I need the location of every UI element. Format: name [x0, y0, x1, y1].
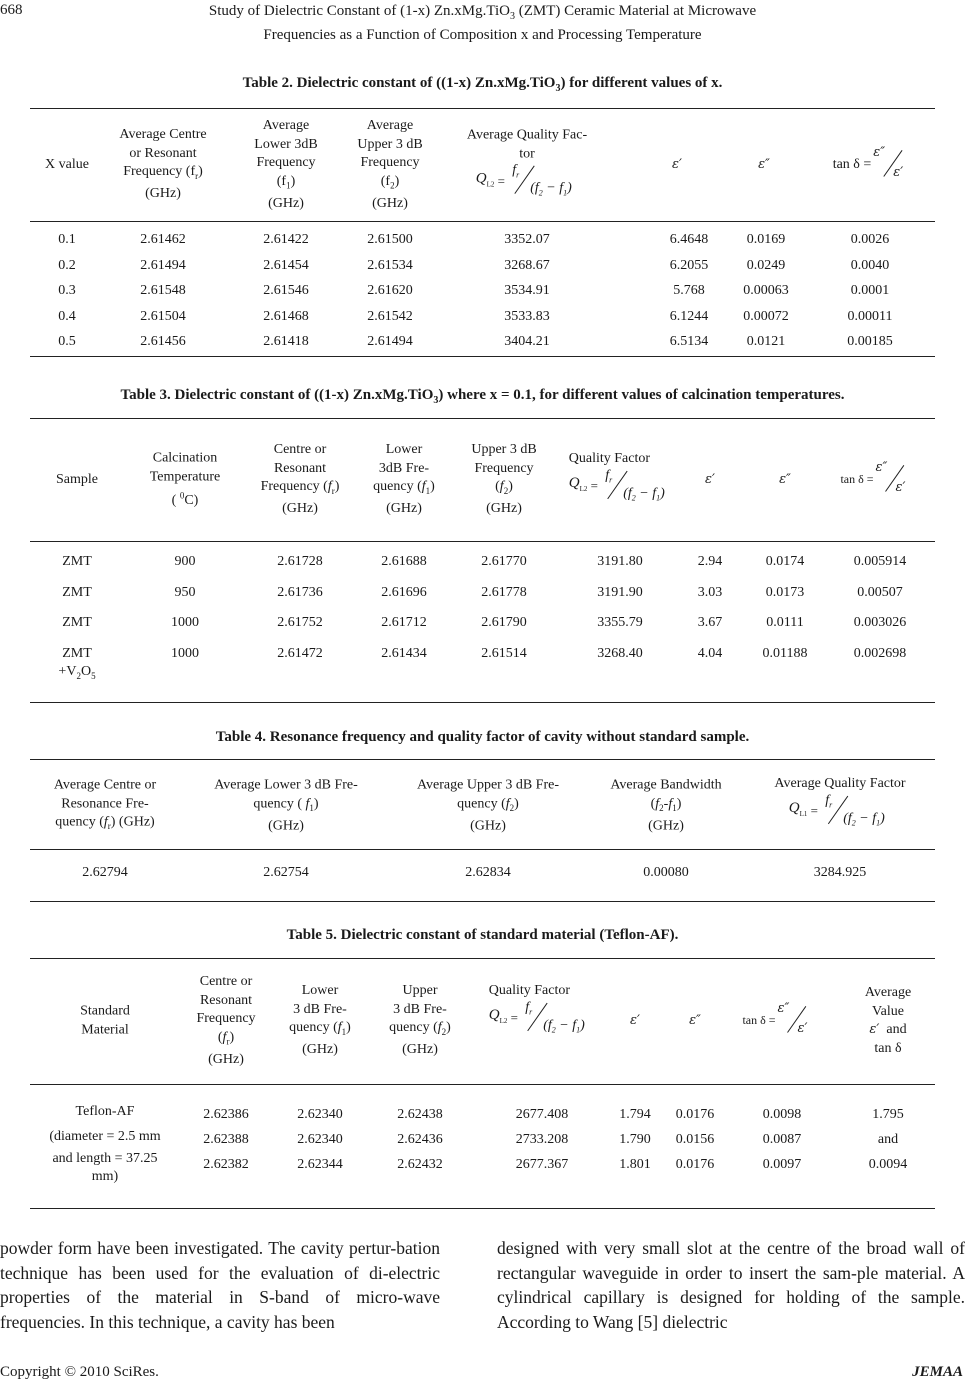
table3-header-eps-real: ε′: [705, 471, 715, 487]
table3-cell: ZMT: [62, 584, 92, 600]
table3-cell: 4.04: [697, 645, 723, 661]
table3-cell: 900: [174, 554, 196, 569]
table5-header-loss-tangent: tan δ = ε″ ε′: [742, 1001, 808, 1036]
table2-cell: 0.1: [58, 232, 76, 247]
table2-cell: 3268.67: [504, 257, 550, 273]
table3-header-fr: Centre or Resonant Frequency $(f_r)$ (GHz): [260, 442, 340, 517]
table3-cell: 3.03: [697, 584, 723, 600]
table2-cell: 2.61542: [367, 308, 413, 324]
table5-cell: 2733.208: [515, 1132, 569, 1147]
table5-cell: 2.62438: [397, 1107, 443, 1122]
table3-cell: 2.61434: [381, 645, 427, 661]
table5-cell: 0.0094: [868, 1157, 908, 1172]
table2: [30, 108, 935, 357]
table2-cell: 6.2055: [669, 257, 709, 273]
copyright-footer: Copyright © 2010 SciRes.: [0, 1364, 159, 1380]
table5-header-material: Standard Material: [80, 1003, 130, 1037]
table3-caption: Table 3. Dielectric constant of ((1-x) Zn.xMg.TiO$_3$) where x = 0.1, for different values of calcination temperatures.: [120, 387, 845, 406]
table2-header-fr: Average Centre or Resonant Frequency $(f_r)$ (GHz): [119, 127, 207, 202]
table2-cell: 3352.07: [504, 232, 550, 247]
table4-caption: Table 4. Resonance frequency and quality factor of cavity without standard sample.: [215, 729, 750, 745]
table2-cell: 0.0121: [746, 334, 786, 349]
table3-cell: 2.61752: [277, 615, 323, 630]
page-number: 668: [0, 2, 23, 18]
table3-header-loss-tangent: tan δ = ε″ ε′: [840, 460, 906, 495]
quality-factor-formula: $Q_{L1}$ = $f_r$ $(f_2 - f_1)$: [788, 792, 885, 828]
table2-cell: 2.61468: [263, 308, 309, 324]
table2-cell: 0.4: [58, 308, 76, 324]
table2-cell: 0.0249: [746, 257, 786, 273]
table3-header-eps-imag: ε″: [779, 471, 791, 487]
table2-cell: 0.0040: [850, 257, 890, 273]
table2-header-f2: Average Upper 3 dB Frequency $(f_2)$ (GHz): [357, 117, 423, 211]
running-header-line1: Study of Dielectric Constant of (1-x) Zn.xMg.TiO$_3$ (ZMT) Ceramic Material at Microwave: [208, 3, 757, 22]
table3-cell: 2.61736: [277, 584, 323, 600]
table3-header-temp: Calcination Temperature ( $^0$C): [149, 450, 221, 509]
table5-cell: 1.801: [619, 1157, 651, 1172]
table5-body: [30, 1085, 935, 1207]
body-text-left-column: powder form have been investigated. The cavity pertur-bation technique has been used for the evaluation of di-electric properties of the material in S-band of micro-wave frequencies. In this technique, a cavity has been: [0, 1238, 440, 1332]
table5-cell: 2.62386: [203, 1107, 249, 1122]
table2-header-quality: Average Quality Fac- tor $Q_{L2}$ = $f_r$ $(f_2 - f_1)$: [467, 127, 587, 200]
table3-cell: 2.61778: [481, 584, 527, 600]
table3-cell: 0.002698: [853, 645, 907, 661]
table3-cell: 3.67: [697, 615, 723, 630]
quality-factor-formula: $Q_{L2}$ = $f_r$ $(f_2 - f_1)$: [475, 162, 572, 198]
table3-cell: ZMT: [62, 615, 92, 630]
table4-header: [30, 760, 935, 850]
table3-sample-suffix: $+V_2O_5$: [58, 663, 96, 681]
table3-body: [30, 542, 935, 701]
table4-body: [30, 850, 935, 901]
table4-header-bandwidth: Average Bandwidth $(f_2-f_1)$ (GHz): [610, 777, 722, 834]
table2-cell: 2.61456: [140, 334, 186, 349]
table2-cell: 2.61534: [367, 257, 413, 273]
running-header-line2: Frequencies as a Function of Composition x and Processing Temperature: [263, 27, 702, 43]
table5-cell: 2.62340: [297, 1107, 343, 1122]
table2-cell: 3404.21: [504, 334, 550, 349]
table4-cell: 0.00080: [643, 865, 689, 880]
table5-cell: 2677.367: [515, 1157, 569, 1172]
table4: [30, 759, 935, 902]
table2-cell: 2.61500: [367, 232, 413, 247]
table3-cell: 2.61696: [381, 584, 427, 600]
table3-cell: 2.61514: [481, 645, 527, 661]
table3-cell: 950: [174, 584, 196, 600]
table5-cell: 0.0087: [762, 1132, 802, 1147]
table3-cell: 3355.79: [597, 615, 643, 630]
table2-body: [30, 222, 935, 355]
table2-cell: 2.61620: [367, 283, 413, 298]
table3-header-quality: Quality Factor $Q_{L2}$ = $f_r$ $(f_2 - f_1)$: [569, 450, 671, 505]
table2-cell: 2.61454: [263, 257, 309, 273]
table3-cell: 3268.40: [597, 645, 643, 661]
table2-cell: 2.61462: [140, 232, 186, 247]
table5-header-fr: Centre or Resonant Frequency $(f_r)$ (GHz): [196, 973, 256, 1067]
table5-cell: 2677.408: [515, 1107, 569, 1122]
table3-cell: 2.61790: [481, 615, 527, 630]
table5-cell: 2.62432: [397, 1157, 443, 1172]
table2-cell: 2.61494: [140, 257, 186, 273]
table2-cell: 2.61422: [263, 232, 309, 247]
table2-cell: 0.3: [58, 283, 76, 298]
table4-cell: 3284.925: [813, 865, 867, 880]
table5-header-eps-real: ε′: [630, 1012, 640, 1028]
table4-cell: 2.62794: [82, 865, 128, 880]
table3-cell: 3191.90: [597, 584, 643, 600]
table5-cell: 2.62382: [203, 1157, 249, 1172]
table5-header-f1: Lower 3 dB Fre- quency $(f_1)$ (GHz): [289, 983, 351, 1058]
table2-cell: 0.00072: [743, 308, 789, 324]
table3-cell: 2.61688: [381, 554, 427, 569]
table2-header-eps-real: ε′: [672, 156, 682, 172]
table2-cell: 0.5: [58, 334, 76, 349]
table5-header-f2: Upper 3 dB Fre- quency $(f_2)$ (GHz): [389, 983, 451, 1058]
body-text-right-column: designed with very small slot at the centre of the broad wall of rectangular waveguide in order to insert the sam-ple material. A cylindrical capillary is designed for holding of the sample. According to Wang [5] dielectric: [497, 1238, 965, 1332]
table2-cell: 2.61494: [367, 334, 413, 349]
table4-header-f1: Average Lower 3 dB Fre- quency ( $f_1$) (GHz): [214, 777, 358, 834]
table3-cell: 2.61728: [277, 554, 323, 569]
table2-cell: 6.5134: [669, 334, 709, 349]
table2-cell: 2.61418: [263, 334, 309, 349]
table5-cell: 0.0098: [762, 1107, 802, 1122]
table2-cell: 6.4648: [669, 232, 709, 247]
table5-cell: 0.0176: [675, 1157, 715, 1172]
table2-header: [30, 109, 935, 222]
table2-header-x: X value: [45, 156, 89, 172]
table5-header: [30, 959, 935, 1085]
table4-header-quality: Average Quality Factor $Q_{L1}$ = $f_r$ $(f_2 - f_1)$: [774, 775, 905, 830]
table3-cell: 1000: [171, 645, 199, 661]
table3-cell: 2.94: [697, 554, 723, 569]
table4-header-f2: Average Upper 3 dB Fre- quency $(f_2)$ (GHz): [416, 777, 560, 834]
journal-footer: JEMAA: [912, 1364, 963, 1380]
table3-cell: 2.61712: [381, 615, 427, 630]
table5-cell: and: [877, 1132, 899, 1147]
table3-cell: 0.0111: [766, 615, 804, 630]
table3-cell: ZMT: [62, 554, 92, 569]
table3: [30, 418, 935, 703]
table2-cell: 0.00185: [847, 334, 893, 349]
table2-cell: 2.61546: [263, 283, 309, 298]
table3-header-f1: Lower 3dB Fre- quency $(f_1)$ (GHz): [373, 442, 435, 517]
table5-cell: 2.62344: [297, 1157, 343, 1172]
table2-cell: 0.2: [58, 257, 76, 273]
table5-cell: 2.62388: [203, 1132, 249, 1147]
table5-cell: 2.62436: [397, 1132, 443, 1147]
table3-cell: 3191.80: [597, 554, 643, 569]
table3-cell: 0.005914: [853, 554, 907, 569]
table5-cell: 0.0097: [762, 1157, 802, 1172]
table3-cell: 0.0173: [765, 584, 805, 600]
table2-header-loss-tangent: tan δ = ε″ ε′: [832, 145, 904, 180]
table2-cell: 0.00011: [847, 308, 893, 324]
table5-cell: 0.0176: [675, 1107, 715, 1122]
table2-header-f1: Average Lower 3dB Frequency $(f_1)$ (GHz): [254, 117, 318, 211]
table3-cell: 0.0174: [765, 554, 805, 569]
table4-cell: 2.62754: [263, 865, 309, 880]
table3-cell: 0.00507: [857, 584, 903, 600]
table3-cell: 2.61472: [277, 645, 323, 661]
running-header: [60, 2, 905, 45]
table2-cell: 0.0001: [850, 283, 890, 298]
table3-cell: ZMT: [62, 645, 92, 661]
table3-header-f2: Upper 3 dB Frequency $(f_2)$ (GHz): [471, 442, 537, 517]
table5: [30, 958, 935, 1209]
table2-cell: 0.0169: [746, 232, 786, 247]
table4-header-fr: Average Centre or Resonance Fre- quency $(f_r)$ (GHz): [53, 777, 157, 832]
table2-cell: 3534.91: [504, 283, 550, 298]
table2-cell: 5.768: [673, 283, 705, 298]
table5-header-average: Average Value ε′ and tan δ: [864, 985, 912, 1056]
table5-cell: 1.790: [619, 1132, 651, 1147]
table2-header-eps-imag: ε″: [758, 156, 770, 172]
table5-cell: 2.62340: [297, 1132, 343, 1147]
table5-header-quality: Quality Factor $Q_{L2}$ = $f_r$ $(f_2 - f_1)$: [489, 982, 591, 1037]
table5-header-eps-imag: ε″: [689, 1012, 701, 1028]
table2-cell: 6.1244: [669, 308, 709, 324]
table5-caption: Table 5. Dielectric constant of standard material (Teflon-AF).: [286, 927, 679, 943]
table5-cell: 0.0156: [675, 1132, 715, 1147]
table2-cell: 2.61504: [140, 308, 186, 324]
table2-cell: 0.0026: [850, 232, 890, 247]
quality-factor-formula: $Q_{L2}$ = $f_r$ $(f_2 - f_1)$: [568, 467, 665, 503]
table3-header-sample: Sample: [56, 471, 98, 487]
table3-cell: 0.01188: [762, 645, 808, 661]
table2-cell: 2.61548: [140, 283, 186, 298]
quality-factor-formula: $Q_{L2}$ = $f_r$ $(f_2 - f_1)$: [488, 999, 585, 1035]
table2-cell: 3533.83: [504, 308, 550, 324]
table2-cell: 0.00063: [743, 283, 789, 298]
table5-material-cell: Teflon-AF (diameter = 2.5 mm and length = 37.25 mm): [49, 1104, 161, 1184]
table3-header: [30, 419, 935, 542]
table5-cell: 1.795: [872, 1107, 904, 1122]
table3-cell: 2.61770: [481, 554, 527, 569]
table5-cell: 1.794: [619, 1107, 651, 1122]
table2-caption: Table 2. Dielectric constant of ((1-x) Zn.xMg.TiO$_3$) for different values of x.: [242, 75, 723, 94]
table3-cell: 0.003026: [853, 615, 907, 630]
table4-cell: 2.62834: [465, 865, 511, 880]
table3-cell: 1000: [171, 615, 199, 630]
